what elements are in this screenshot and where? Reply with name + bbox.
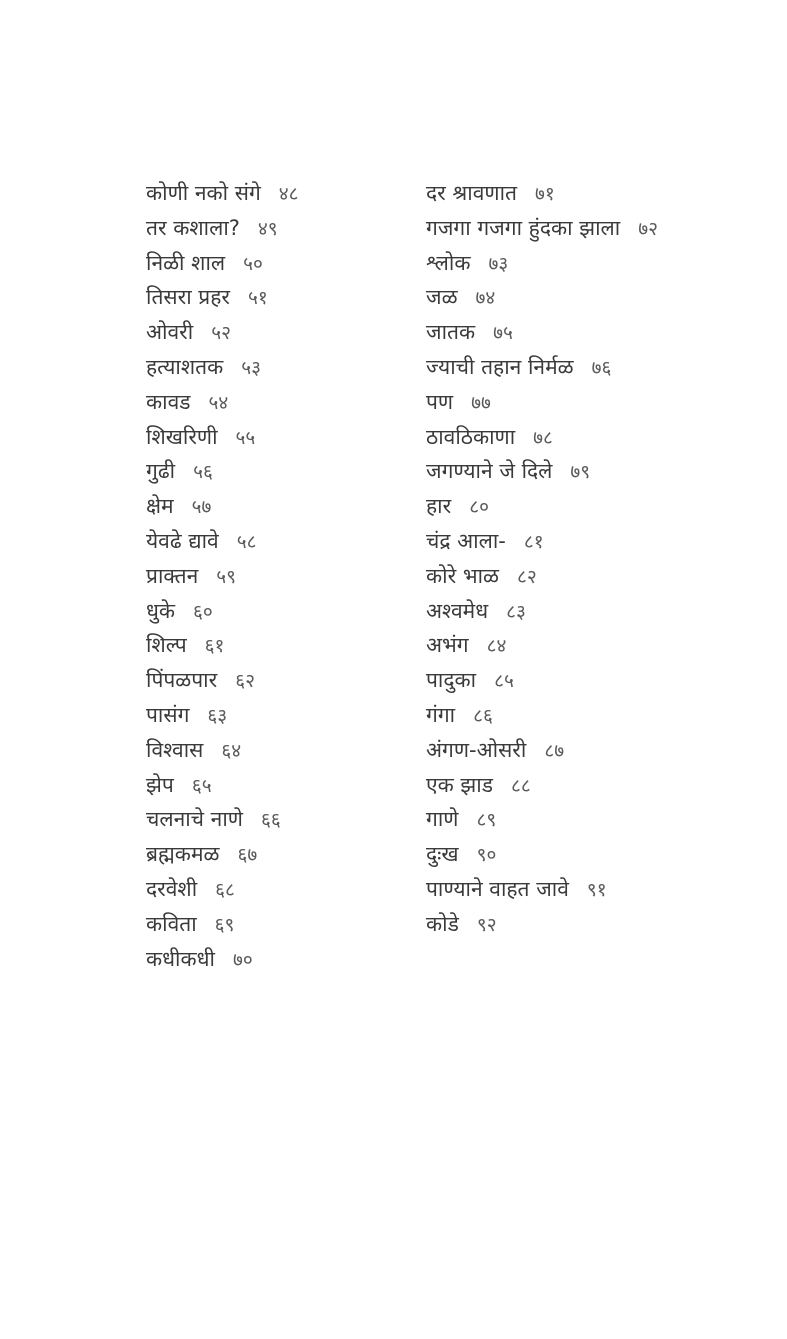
toc-entry — [426, 489, 726, 524]
toc-entry — [426, 768, 726, 803]
toc-title: एक झाड — [426, 772, 493, 797]
toc-entry — [146, 802, 396, 837]
toc-title: गुढी — [146, 459, 176, 484]
toc-entry — [146, 524, 396, 559]
toc-page-number: ८० — [469, 496, 489, 519]
toc-page-number: ८७ — [544, 739, 565, 762]
toc-entry — [146, 733, 396, 768]
toc-title: जळ — [426, 285, 458, 310]
toc-entry — [426, 802, 726, 837]
toc-page-number: ८१ — [523, 530, 544, 553]
toc-entry — [146, 663, 396, 698]
toc-page-number: ८५ — [494, 670, 514, 693]
toc-entry — [146, 246, 396, 281]
toc-title: तिसरा प्रहर — [146, 285, 230, 310]
toc-page-number: ५४ — [208, 391, 229, 414]
toc-page-number: ५८ — [236, 530, 257, 553]
toc-entry — [146, 176, 396, 211]
toc-page-number: ९१ — [586, 878, 607, 901]
toc-entry — [426, 559, 726, 594]
toc-title: शिल्प — [146, 633, 187, 658]
toc-title: गाणे — [426, 807, 459, 832]
toc-title: झेप — [146, 772, 174, 797]
toc-entry — [146, 768, 396, 803]
toc-entry — [426, 246, 726, 281]
toc-entry — [426, 350, 726, 385]
toc-title: प्राक्तन — [146, 563, 199, 588]
toc-page-number: ७७ — [471, 391, 491, 414]
toc-page-number: ६४ — [221, 739, 242, 762]
toc-entry — [146, 280, 396, 315]
toc-title: धुके — [146, 598, 176, 623]
toc-page-number: ६१ — [204, 635, 225, 658]
toc-page-number: ५२ — [211, 322, 231, 345]
toc-page-number: ८९ — [476, 809, 497, 832]
toc-title: येवढे द्यावे — [146, 528, 219, 553]
toc-page-number: ५६ — [193, 461, 213, 484]
toc-page-number: ४९ — [257, 217, 278, 240]
toc-title: कधीकधी — [146, 946, 215, 971]
toc-entry — [426, 454, 726, 489]
toc-title: कोणी नको संगे — [146, 181, 261, 205]
toc-page-number: ५१ — [248, 287, 268, 310]
toc-title: हत्याशतक — [146, 354, 224, 379]
toc-page-number: ७५ — [493, 322, 513, 345]
toc-page-number: ५७ — [191, 496, 212, 519]
toc-entry — [426, 872, 726, 907]
toc-page-number: ९० — [476, 844, 497, 867]
toc-column-left — [146, 176, 396, 976]
toc-entry — [426, 663, 726, 698]
toc-title: विश्वास — [146, 737, 204, 762]
toc-page-number: ५३ — [241, 356, 262, 379]
toc-title: गजगा गजगा हुंदका झाला — [426, 215, 621, 240]
toc-page-number: ६९ — [214, 913, 235, 936]
toc-entry — [426, 733, 726, 768]
toc-page-number: ७९ — [570, 461, 591, 484]
toc-title: हार — [426, 494, 452, 519]
toc-entry — [426, 837, 726, 872]
toc-page-number: ८२ — [517, 565, 537, 588]
toc-title: दुःख — [426, 842, 459, 867]
toc-page-number: ५५ — [235, 426, 256, 449]
toc-title: कावड — [146, 389, 191, 414]
toc-entry — [146, 385, 396, 420]
toc-entry — [146, 594, 396, 629]
toc-title: ओवरी — [146, 320, 194, 345]
toc-page-number: ७१ — [535, 183, 555, 205]
toc-page-number: ७८ — [533, 426, 553, 449]
toc-title: कोरे भाळ — [426, 563, 499, 588]
toc-entry — [426, 907, 726, 942]
toc-title: अंगण-ओसरी — [426, 737, 527, 762]
toc-column-right — [426, 176, 726, 942]
toc-page-number: ६३ — [207, 704, 228, 727]
toc-title: जगण्याने जे दिले — [426, 459, 553, 484]
toc-page-number: ६५ — [191, 774, 212, 797]
toc-title: दर श्रावणात — [426, 181, 517, 205]
toc-entry — [146, 489, 396, 524]
toc-title: श्लोक — [426, 250, 471, 275]
toc-page-number: ६८ — [215, 878, 235, 901]
toc-entry — [426, 211, 726, 246]
toc-title: जातक — [426, 320, 476, 345]
toc-entry — [146, 420, 396, 455]
toc-page-number: ६७ — [237, 844, 258, 867]
toc-page-number: ९२ — [476, 913, 497, 936]
toc-page-number: ८३ — [506, 600, 526, 623]
toc-title: अभंग — [426, 633, 469, 658]
toc-title: कविता — [146, 911, 197, 936]
toc-page-number: ८४ — [486, 635, 507, 658]
toc-page-number: ८६ — [473, 704, 493, 727]
toc-title: निळी शाल — [146, 250, 226, 275]
toc-entry — [146, 315, 396, 350]
toc-title: कोडे — [426, 911, 459, 936]
toc-entry — [426, 524, 726, 559]
toc-title: चंद्र आला- — [426, 528, 506, 553]
toc-entry — [146, 559, 396, 594]
toc-page-number: ७३ — [488, 252, 509, 275]
toc-page-number: ७४ — [475, 287, 496, 310]
toc-page-number: ६० — [193, 600, 213, 623]
toc-entry — [146, 872, 396, 907]
toc-page-number: ७६ — [591, 356, 612, 379]
toc-entry — [146, 628, 396, 663]
toc-entry — [426, 628, 726, 663]
toc-entry — [426, 594, 726, 629]
toc-entry — [146, 907, 396, 942]
toc-page-number: ५० — [243, 252, 263, 275]
toc-title: ब्रह्मकमळ — [146, 842, 220, 867]
toc-page-number: ४८ — [278, 183, 299, 205]
toc-title: पादुका — [426, 668, 477, 693]
toc-entry — [146, 211, 396, 246]
toc-title: क्षेम — [146, 494, 174, 519]
toc-page-number: ६२ — [235, 670, 255, 693]
toc-entry — [426, 698, 726, 733]
toc-title: पण — [426, 389, 454, 414]
toc-page-number: ७२ — [638, 217, 658, 240]
toc-entry — [146, 454, 396, 489]
toc-entry — [426, 176, 726, 211]
toc-page-number: ५९ — [216, 565, 237, 588]
toc-entry — [426, 280, 726, 315]
table-of-contents — [0, 176, 787, 996]
toc-title: पासंग — [146, 702, 190, 727]
toc-entry — [146, 698, 396, 733]
toc-entry — [426, 420, 726, 455]
toc-entry — [426, 315, 726, 350]
toc-entry — [426, 385, 726, 420]
toc-title: चलनाचे नाणे — [146, 807, 243, 832]
toc-title: ज्याची तहान निर्मळ — [426, 354, 574, 379]
toc-entry — [146, 942, 396, 977]
toc-title: अश्वमेध — [426, 598, 489, 623]
toc-page-number: ७० — [232, 948, 253, 971]
toc-title: दरवेशी — [146, 876, 198, 901]
toc-title: पाण्याने वाहत जावे — [426, 876, 569, 901]
toc-entry — [146, 350, 396, 385]
toc-entry — [146, 837, 396, 872]
toc-title: ठावठिकाणा — [426, 424, 516, 449]
toc-page-number: ६६ — [260, 809, 281, 832]
toc-title: शिखरिणी — [146, 424, 218, 449]
toc-page-number: ८८ — [510, 774, 531, 797]
toc-title: गंगा — [426, 702, 456, 727]
toc-title: पिंपळपार — [146, 668, 218, 693]
toc-title: तर कशाला? — [146, 215, 240, 240]
